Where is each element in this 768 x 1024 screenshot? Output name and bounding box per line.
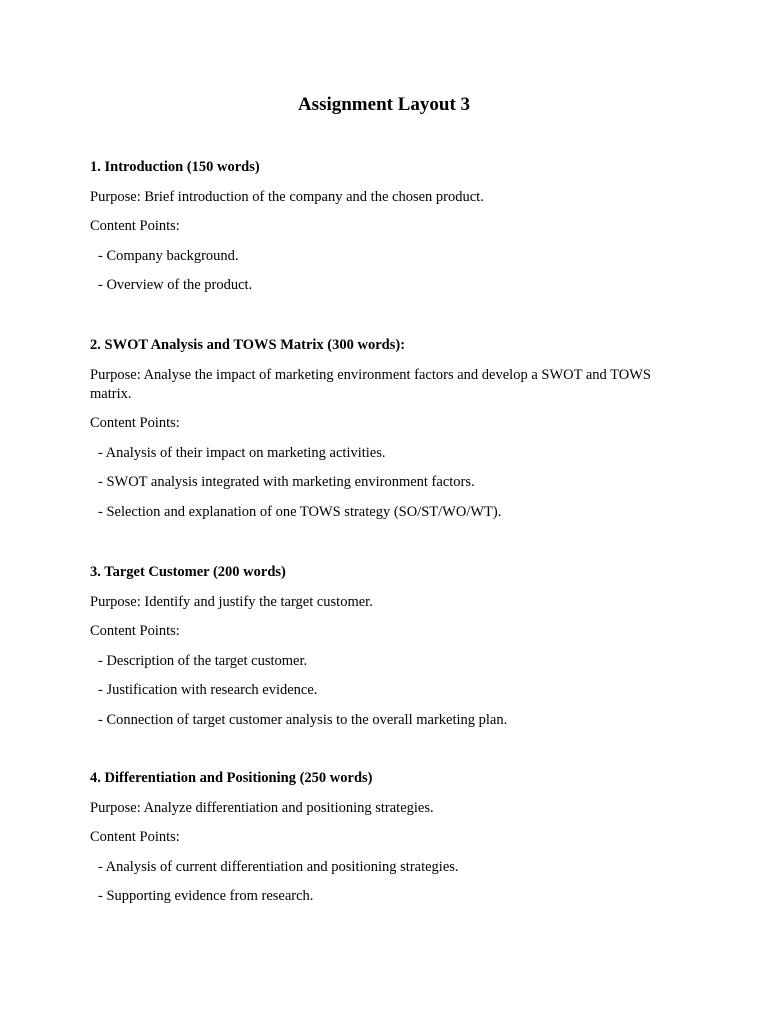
section-heading: 3. Target Customer (200 words)	[90, 564, 286, 580]
content-point: - Selection and explanation of one TOWS strategy (SO/ST/WO/WT).	[98, 503, 502, 520]
content-point: - Connection of target customer analysis to the overall marketing plan.	[98, 711, 508, 728]
section-differentiation-positioning	[90, 769, 690, 906]
content-point: - Analysis of current differentiation and positioning strategies.	[98, 858, 459, 875]
section-heading: 2. SWOT Analysis and TOWS Matrix (300 words):	[90, 337, 406, 353]
content-point: - Overview of the product.	[98, 277, 253, 293]
section-purpose: Purpose: Analyse the impact of marketing environment factors and develop a SWOT and TOWS matrix.	[90, 366, 651, 402]
content-point: - Company background.	[98, 247, 239, 264]
content-points-label: Content Points:	[90, 415, 180, 431]
section-swot-tows	[90, 336, 690, 522]
section-purpose: Purpose: Analyze differentiation and positioning strategies.	[90, 799, 434, 816]
content-points-label: Content Points:	[90, 218, 180, 234]
document-title: Assignment Layout 3	[297, 94, 471, 115]
section-introduction	[90, 158, 690, 295]
section-heading: 4. Differentiation and Positioning (250 words)	[90, 770, 373, 786]
section-purpose: Purpose: Brief introduction of the company and the chosen product.	[90, 188, 484, 205]
content-point: - Supporting evidence from research.	[98, 888, 314, 904]
content-point: - Justification with research evidence.	[98, 682, 318, 698]
section-purpose: Purpose: Identify and justify the target customer.	[90, 593, 373, 610]
section-target-customer	[90, 563, 690, 730]
content-point: - SWOT analysis integrated with marketing environment factors.	[98, 474, 475, 490]
content-points-label: Content Points:	[90, 829, 180, 845]
content-point: - Description of the target customer.	[98, 652, 308, 669]
content-points-label: Content Points:	[90, 623, 180, 639]
content-point: - Analysis of their impact on marketing activities.	[98, 444, 386, 461]
section-heading: 1. Introduction (150 words)	[90, 159, 260, 175]
